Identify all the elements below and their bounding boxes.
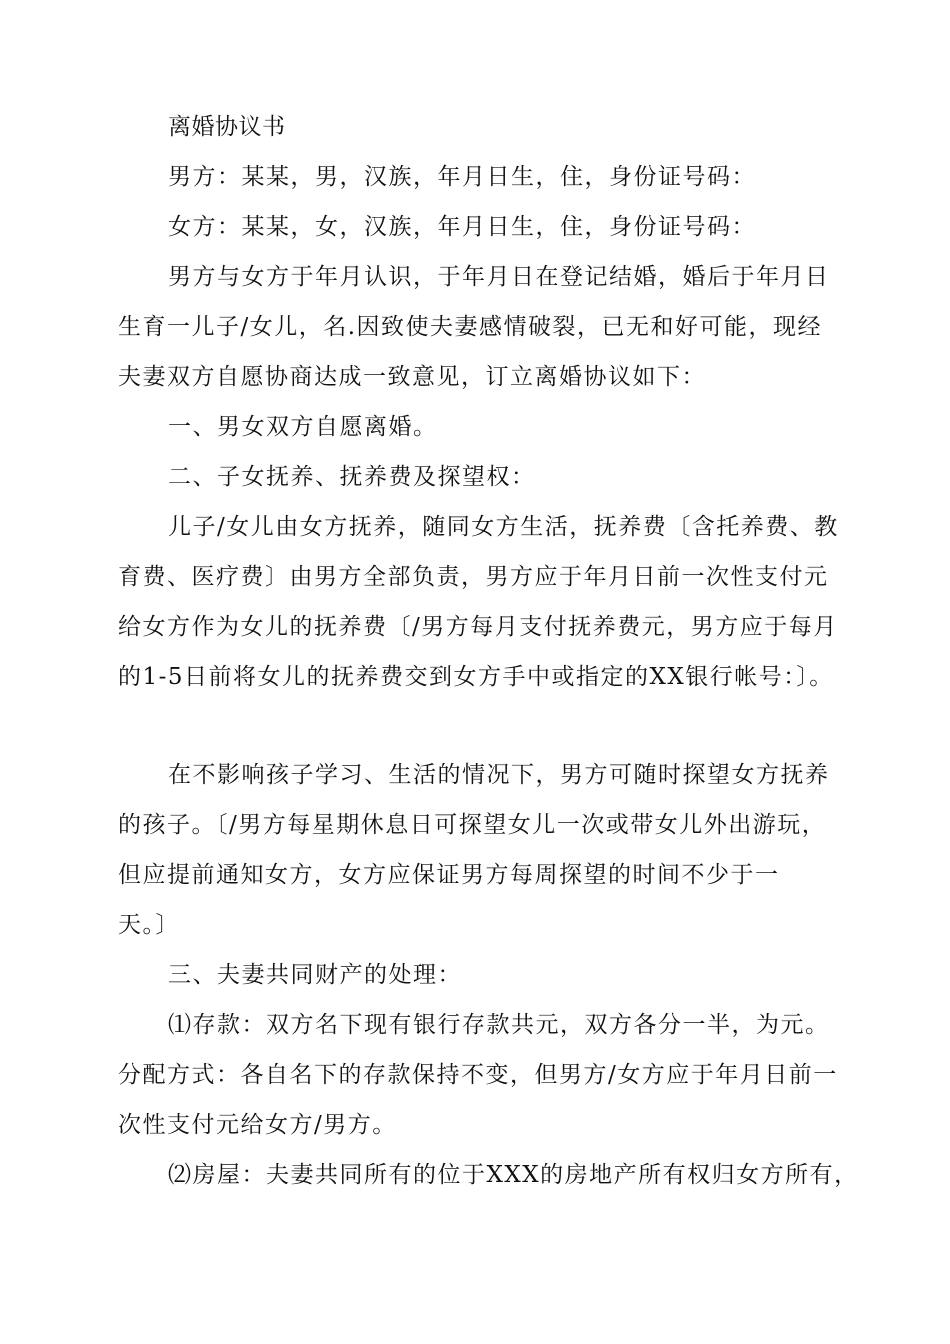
custody-line-4: 的1-5日前将女儿的抚养费交到女方手中或指定的XX银行帐号：〕。 bbox=[118, 664, 834, 690]
intro-line-1: 男方与女方于年月认识，于年月日在登记结婚，婚后于年月日 bbox=[168, 264, 830, 290]
deposits-line-1: ⑴存款：双方名下现有银行存款共元，双方各分一半，为元。 bbox=[168, 1012, 830, 1038]
visitation-line-4: 天。〕 bbox=[118, 912, 180, 938]
deposits-line-3: 次性支付元给女方/男方。 bbox=[118, 1112, 397, 1138]
custody-line-2: 育费、医疗费〕由男方全部负责，男方应于年月日前一次性支付元 bbox=[118, 564, 829, 590]
custody-line-3: 给女方作为女儿的抚养费〔/男方每月支付抚养费元，男方应于每月 bbox=[118, 614, 838, 640]
intro-line-2: 生育一儿子/女儿，名.因致使夫妻感情破裂，已无和好可能，现经 bbox=[118, 314, 823, 340]
visitation-line-3: 但应提前通知女方，女方应保证男方每周探望的时间不少于一 bbox=[118, 862, 780, 888]
intro-line-3: 夫妻双方自愿协商达成一致意见，订立离婚协议如下： bbox=[118, 364, 706, 390]
female-party-line: 女方：某某，女，汉族，年月日生，住，身份证号码： bbox=[168, 214, 756, 240]
custody-line-1: 儿子/女儿由女方抚养，随同女方生活，抚养费〔含托养费、教 bbox=[168, 514, 839, 540]
male-party-line: 男方：某某，男，汉族，年月日生，住，身份证号码： bbox=[168, 164, 756, 190]
house-line-1: ⑵房屋：夫妻共同所有的位于XXX的房地产所有权归女方所有， bbox=[168, 1162, 859, 1188]
clause-1: 一、男女双方自愿离婚。 bbox=[168, 414, 438, 440]
visitation-line-2: 的孩子。〔/男方每星期休息日可探望女儿一次或带女儿外出游玩， bbox=[118, 812, 827, 838]
document-title: 离婚协议书 bbox=[168, 114, 286, 140]
clause-2-heading: 二、子女抚养、抚养费及探望权： bbox=[168, 464, 536, 490]
deposits-line-2: 分配方式：各自名下的存款保持不变，但男方/女方应于年月日前一 bbox=[118, 1062, 838, 1088]
visitation-line-1: 在不影响孩子学习、生活的情况下，男方可随时探望女方抚养 bbox=[168, 762, 830, 788]
clause-3-heading: 三、夫妻共同财产的处理： bbox=[168, 962, 462, 988]
